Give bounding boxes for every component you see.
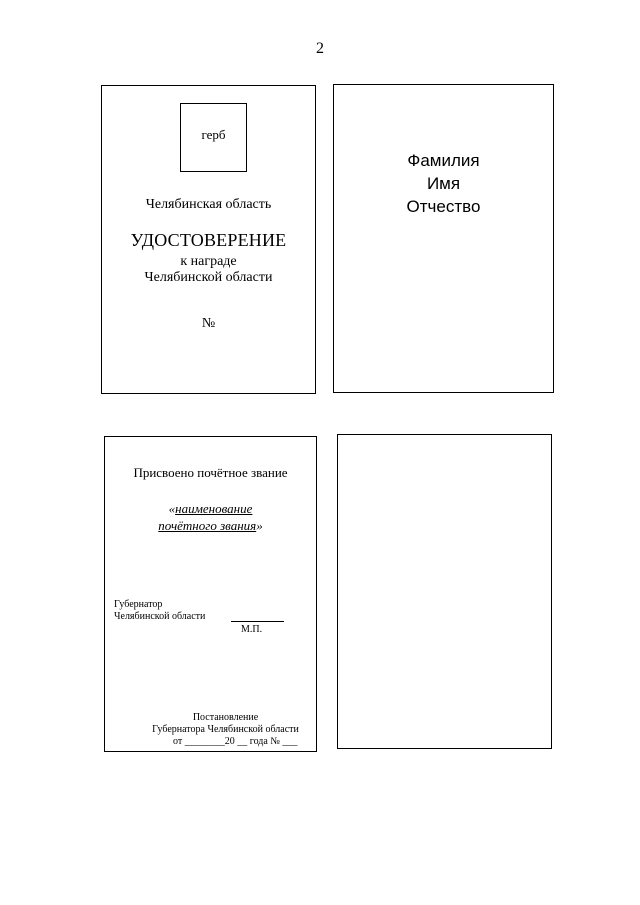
awarded-title-text: Присвоено почётное звание bbox=[133, 465, 288, 480]
first-name-field: Имя bbox=[426, 174, 461, 193]
open-quote: « bbox=[168, 501, 176, 516]
certificate-title: УДОСТОВЕРЕНИЕ bbox=[130, 230, 287, 250]
decree-label-line2: Губернатора Челябинской области bbox=[152, 724, 299, 735]
certificate-subtitle-line2: Челябинской области bbox=[144, 270, 273, 285]
signature-line bbox=[231, 621, 284, 622]
decree-date-number-line: от ________20 __ года № ___ bbox=[173, 736, 298, 747]
honorary-title-name-part2: почётного звания bbox=[158, 518, 257, 533]
honorary-title-name-part1: наименование bbox=[175, 501, 253, 516]
region-name: Челябинская область bbox=[145, 197, 272, 212]
honorary-title-line2 bbox=[105, 518, 316, 534]
blank-panel bbox=[337, 434, 552, 749]
award-details-panel bbox=[104, 436, 317, 752]
seal-place-label: М.П. bbox=[241, 624, 263, 635]
certificate-subtitle-line1: к награде bbox=[180, 254, 237, 269]
governor-label-line2: Челябинской области bbox=[114, 611, 206, 622]
coat-of-arms-placeholder bbox=[180, 103, 247, 172]
holder-name-panel bbox=[333, 84, 554, 393]
surname-field: Фамилия bbox=[407, 151, 480, 170]
close-quote: » bbox=[256, 518, 263, 533]
coat-of-arms-label: герб bbox=[201, 127, 226, 142]
certificate-number-sign: № bbox=[201, 316, 216, 331]
governor-label-line1: Губернатор bbox=[114, 599, 163, 610]
honorary-title-line1 bbox=[105, 501, 316, 517]
page-number: 2 bbox=[316, 40, 324, 57]
patronymic-field: Отчество bbox=[406, 197, 481, 216]
decree-label-line1: Постановление bbox=[192, 712, 259, 723]
certificate-cover-panel bbox=[101, 85, 316, 394]
